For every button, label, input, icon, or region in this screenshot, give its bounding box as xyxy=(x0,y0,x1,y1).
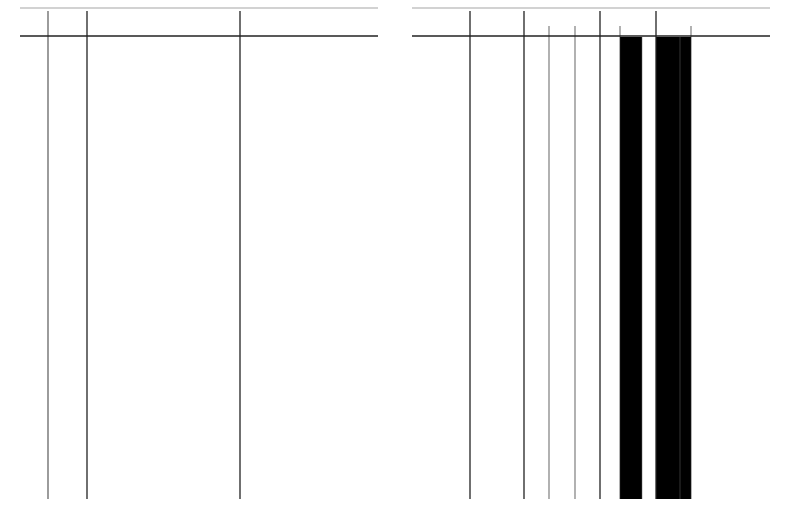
left-column-dividers xyxy=(48,11,240,499)
right-page xyxy=(412,8,770,499)
sonstige-betrag-shade xyxy=(656,37,691,499)
left-page xyxy=(20,8,378,499)
kraftstoff-betrag-shade xyxy=(620,37,642,499)
